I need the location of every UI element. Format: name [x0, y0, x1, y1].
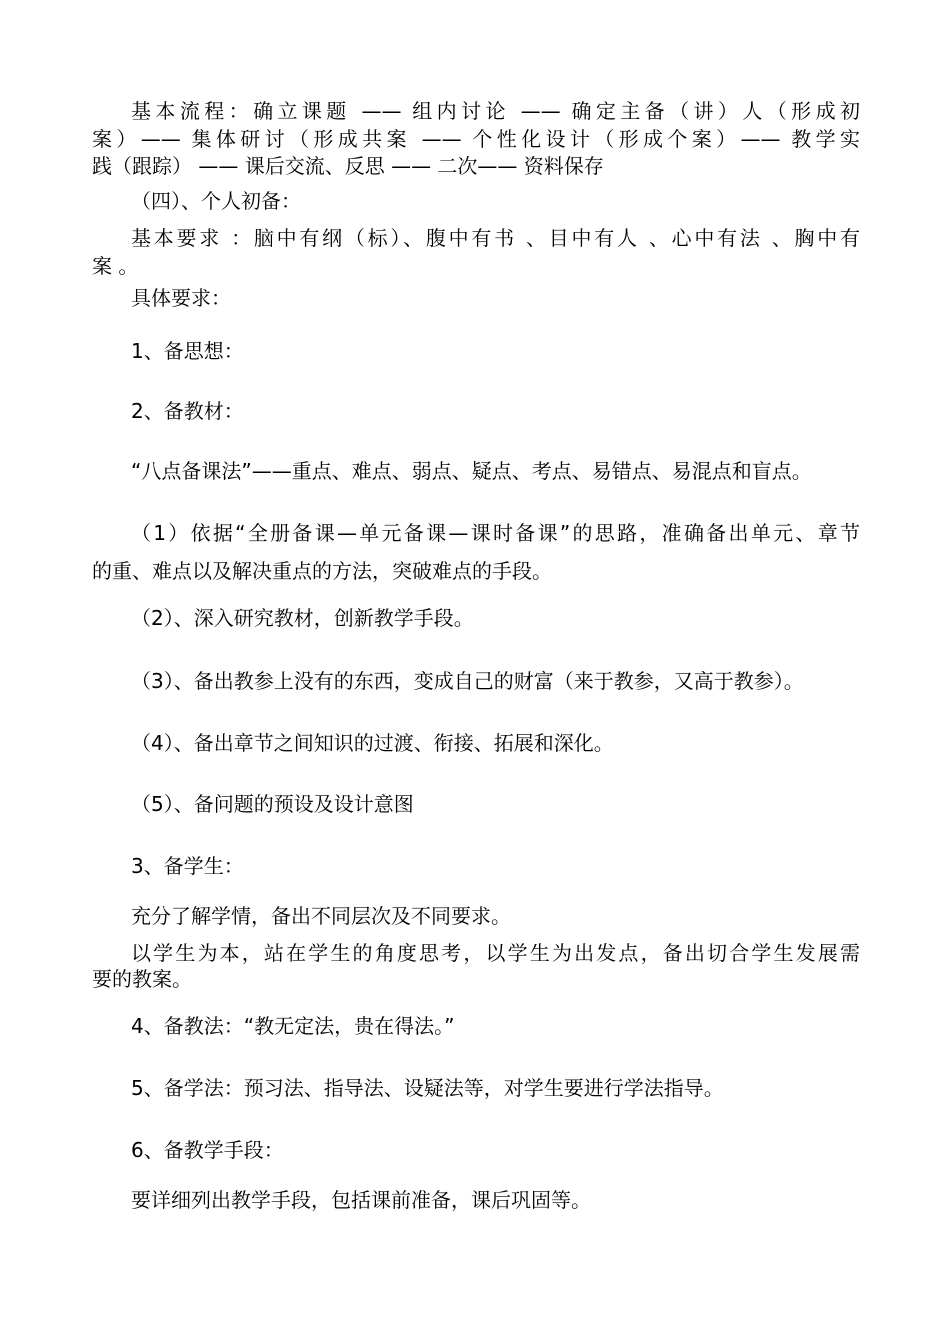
- students-paragraph-1: 充分了解学情，备出不同层次及不同要求。: [131, 904, 511, 928]
- point-1-line-2: 的重、难点以及解决重点的方法，突破难点的手段。: [92, 559, 552, 583]
- flow-line-1: 基本流程：确立课题 —— 组内讨论 —— 确定主备（讲）人（形成初: [131, 99, 860, 123]
- item-4-heading: 4、备教法：“教无定法，贵在得法。”: [131, 1014, 455, 1038]
- item-1-heading: 1、备思想：: [131, 339, 244, 363]
- basic-requirements-line-2: 案 。: [92, 254, 139, 278]
- section-four-heading: （四）、个人初备：: [131, 189, 301, 213]
- teaching-means-paragraph: 要详细列出教学手段，包括课前准备，课后巩固等。: [131, 1188, 591, 1212]
- item-6-heading: 6、备教学手段：: [131, 1138, 284, 1162]
- flow-line-2: 案）—— 集体研讨（形成共案 —— 个性化设计（形成个案）—— 教学实: [92, 127, 860, 151]
- flow-line-3: 践（跟踪） —— 课后交流、反思 —— 二次—— 资料保存: [92, 154, 604, 178]
- specific-requirements-heading: 具体要求：: [131, 286, 231, 310]
- eight-points-method: “八点备课法”——重点、难点、弱点、疑点、考点、易错点、易混点和盲点。: [131, 459, 812, 483]
- item-5-heading: 5、备学法：预习法、指导法、设疑法等，对学生要进行学法指导。: [131, 1076, 724, 1100]
- basic-requirements-line-1: 基本要求 ：脑中有纲（标）、腹中有书 、目中有人 、心中有法 、胸中有: [131, 226, 860, 250]
- point-5: （5）、备问题的预设及设计意图: [131, 792, 414, 816]
- item-3-heading: 3、备学生：: [131, 854, 244, 878]
- item-2-heading: 2、备教材：: [131, 399, 244, 423]
- students-paragraph-2-line-2: 要的教案。: [92, 967, 192, 991]
- point-2: （2）、深入研究教材，创新教学手段。: [131, 606, 474, 630]
- point-3: （3）、备出教参上没有的东西，变成自己的财富（来于教参，又高于教参）。: [131, 669, 804, 693]
- students-paragraph-2-line-1: 以学生为本，站在学生的角度思考，以学生为出发点，备出切合学生发展需: [131, 941, 860, 965]
- point-1-line-1: （1）依据“全册备课—单元备课—课时备课”的思路，准确备出单元、章节: [131, 521, 860, 545]
- point-4: （4）、备出章节之间知识的过渡、衔接、拓展和深化。: [131, 731, 614, 755]
